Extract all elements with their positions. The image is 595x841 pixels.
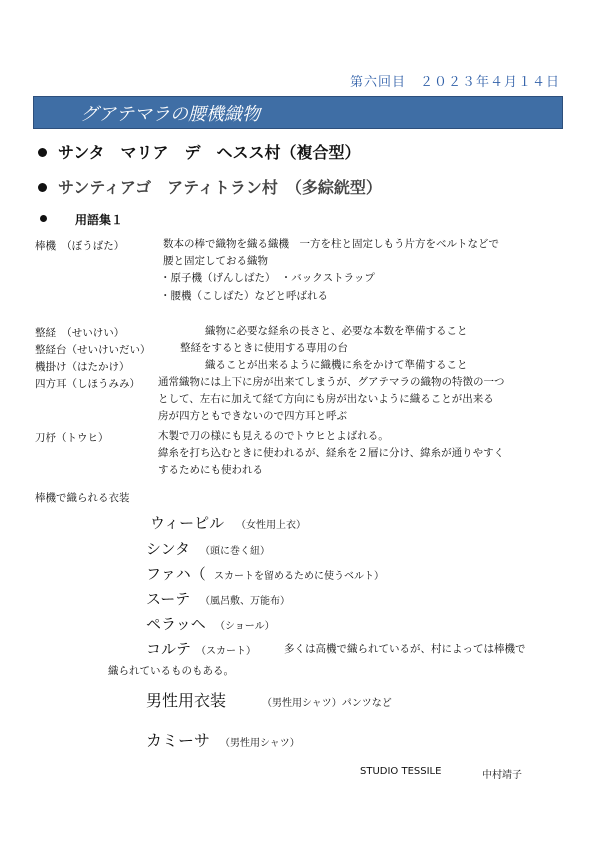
bullet-icon <box>40 215 47 222</box>
clothing-corte-note2: 織られているものもある。 <box>108 665 234 677</box>
clothing-mens-name: 男性用衣装 <box>146 691 227 710</box>
glossary-heading: 用語集１ <box>75 213 124 227</box>
clothing-huipil-desc: （女性用上衣） <box>236 520 306 531</box>
page-title: グアテマラの腰機織物 <box>80 104 260 125</box>
def-bouhata-line3: ・原子機（げんしばた） ・バックストラップ <box>160 272 375 284</box>
clothing-cinta-desc: （頭に巻く紐） <box>200 546 270 557</box>
clothing-faja-desc: スカートを留めるために使うベルト） <box>214 571 384 582</box>
clothing-camisa-desc: （男性用シャツ） <box>220 738 300 749</box>
clothing-heading: 棒機で織られる衣装 <box>35 492 130 504</box>
def-seikeidai: 整経をするときに使用する専用の台 <box>180 342 348 354</box>
clothing-sute-desc: （風呂敷、万能布） <box>200 596 290 607</box>
studio-name: STUDIO TESSILE <box>360 766 442 777</box>
village-heading-2: サンティアゴ アティトラン村 （多綜絖型） <box>58 178 382 197</box>
clothing-cinta-name: シンタ <box>146 540 191 558</box>
def-shihoumimi-line3: 房が四方ともできないので四方耳と呼ぶ <box>158 410 347 422</box>
def-shihoumimi-line1: 通常織物には上下に房が出来てしまうが、グアテマラの織物の特徴の一つ <box>158 376 505 388</box>
def-bouhata-line1: 数本の棒で織物を織る織機 一方を柱と固定しもう片方をベルトなどで <box>163 238 499 250</box>
term-seikei: 整経 （せいけい） <box>35 327 125 339</box>
def-touhi-line1: 木製で刀の様にも見えるのでトウヒとよばれる。 <box>158 430 389 442</box>
term-hatakake: 機掛け（はたかけ） <box>35 361 130 373</box>
clothing-corte-note1: 多くは高機で織られているが、村によっては棒機で <box>284 643 526 655</box>
village-heading-1: サンタ マリア デ ヘスス村（複合型） <box>58 143 361 162</box>
def-shihoumimi-line2: として、左右に加えて経て方向にも房が出ないように織ることが出来る <box>158 393 494 405</box>
term-shihoumimi: 四方耳（しほうみみ） <box>35 378 140 390</box>
clothing-perraje-desc: （ショール） <box>215 621 275 632</box>
def-touhi-line3: するためにも使われる <box>158 464 263 476</box>
lesson-date: 第六回目 ２０２３年４月１４日 <box>349 75 560 90</box>
def-hatakake: 織ることが出来るように織機に糸をかけて準備すること <box>205 359 468 371</box>
clothing-corte-desc: （スカート） <box>196 646 256 657</box>
clothing-faja-name: ファハ（ <box>146 565 206 583</box>
clothing-huipil-name: ウィーピル <box>150 514 225 532</box>
def-seikei: 織物に必要な経糸の長さと、必要な本数を準備すること <box>205 325 468 337</box>
def-touhi-line2: 緯糸を打ち込むときに使われるが、経糸を２層に分け、緯糸が通りやすく <box>158 447 505 459</box>
bullet-icon <box>38 148 47 157</box>
author-name: 中村靖子 <box>482 770 522 781</box>
term-touhi: 刀杼（トウヒ） <box>35 432 109 444</box>
clothing-sute-name: スーテ <box>146 590 191 608</box>
term-bouhata: 棒機 （ぼうばた） <box>35 240 125 252</box>
term-seikeidai: 整経台（せいけいだい） <box>35 344 151 356</box>
clothing-mens-desc: （男性用シャツ）パンツなど <box>262 698 392 709</box>
bullet-icon <box>38 183 47 192</box>
clothing-corte-name: コルテ <box>146 640 192 658</box>
def-bouhata-line4: ・腰機（こしばた）などと呼ばれる <box>160 290 328 302</box>
def-bouhata-line2: 腰と固定しておる織物 <box>163 255 268 267</box>
clothing-perraje-name: ペラッヘ <box>146 615 206 633</box>
clothing-camisa-name: カミーサ <box>146 731 211 750</box>
